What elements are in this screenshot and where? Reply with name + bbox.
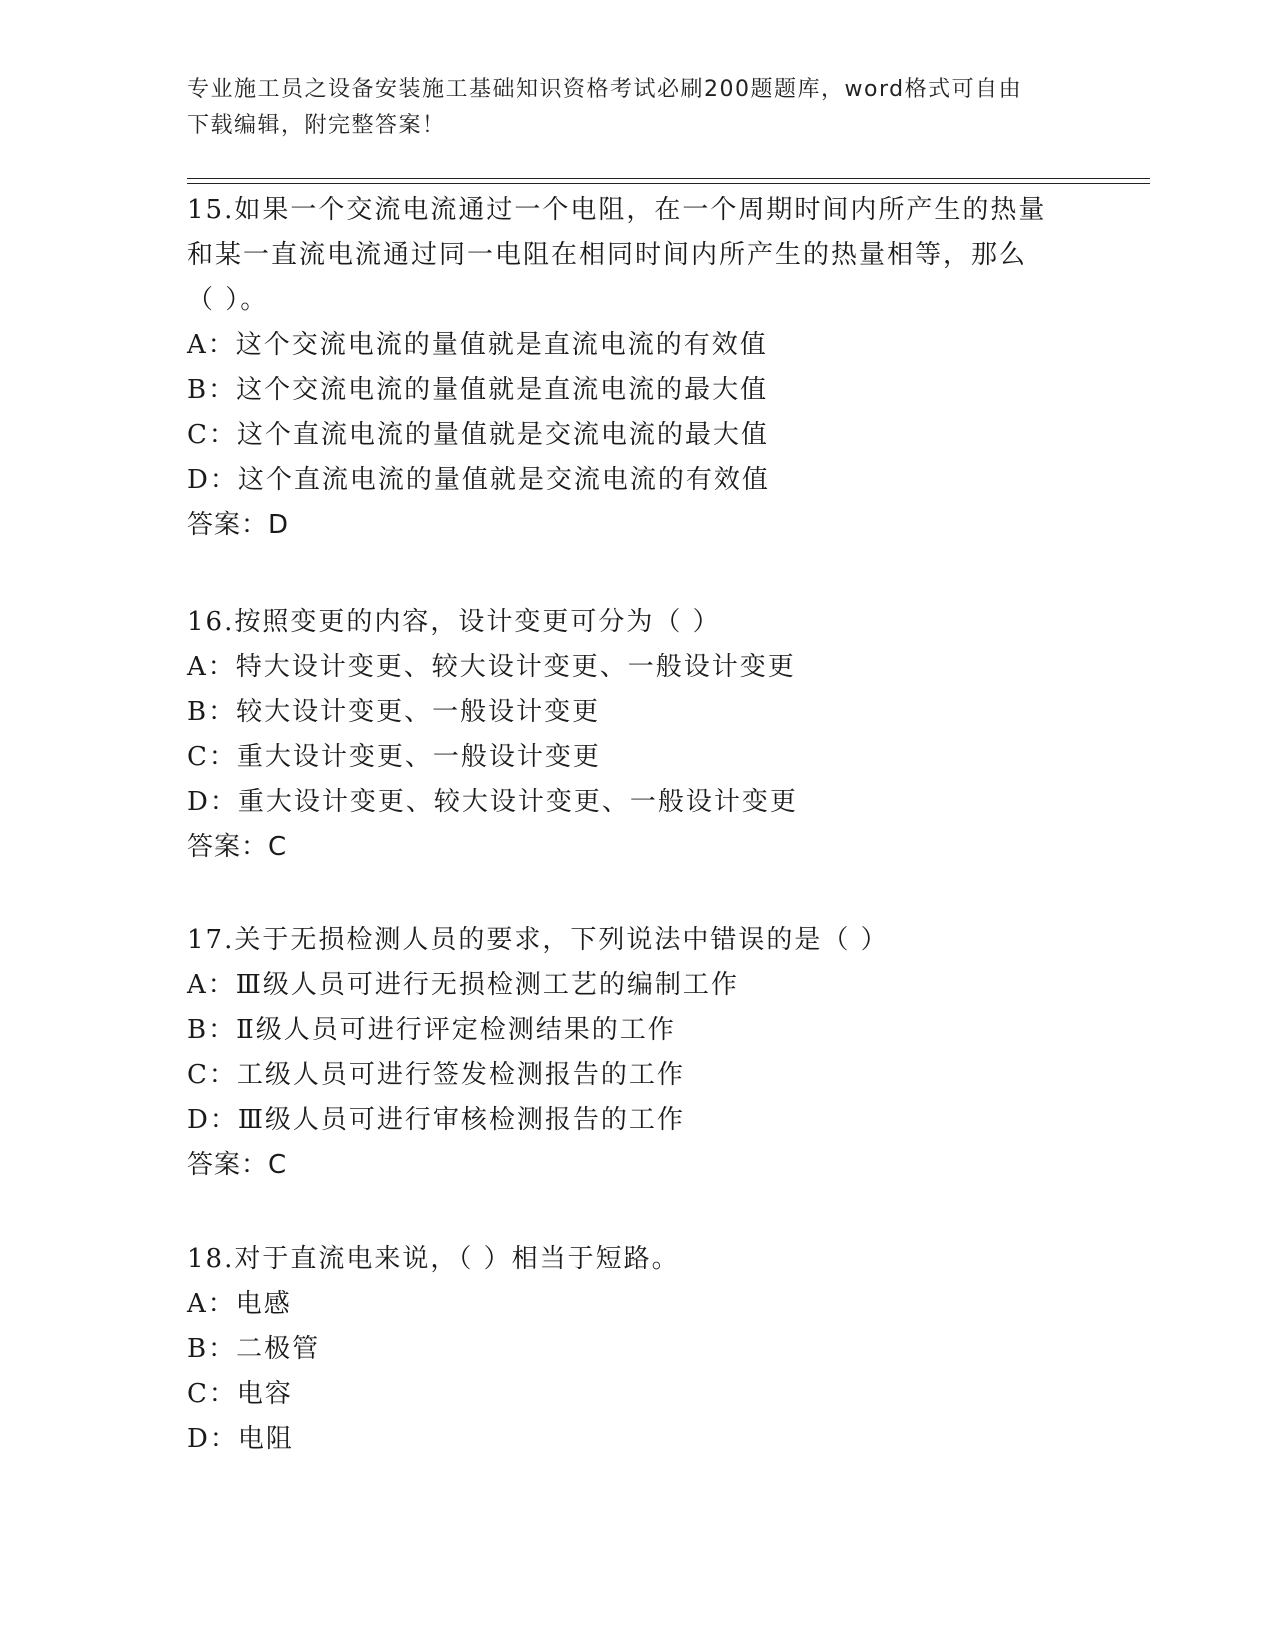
option-a: A：特大设计变更、较大设计变更、一般设计变更 <box>187 652 796 682</box>
option-b: B：这个交流电流的量值就是直流电流的最大值 <box>187 375 769 405</box>
header-rule-top <box>187 178 1150 179</box>
option-c: C：这个直流电流的量值就是交流电流的最大值 <box>187 420 769 450</box>
question-stem: 17.关于无损检测人员的要求，下列说法中错误的是（ ） <box>187 925 889 955</box>
option-d: D：Ⅲ级人员可进行审核检测报告的工作 <box>187 1105 685 1135</box>
option-b: B：二极管 <box>187 1334 321 1364</box>
answer: 答案：D <box>187 510 290 540</box>
option-c: C：工级人员可进行签发检测报告的工作 <box>187 1060 685 1090</box>
question-stem: 16.按照变更的内容，设计变更可分为（ ） <box>187 607 721 637</box>
option-d: D：重大设计变更、较大设计变更、一般设计变更 <box>187 787 798 817</box>
question-16 <box>187 600 1087 870</box>
question-18 <box>187 1237 1087 1462</box>
option-b: B：较大设计变更、一般设计变更 <box>187 697 601 727</box>
answer: 答案：C <box>187 832 288 862</box>
question-stem: 和某一直流电流通过同一电阻在相同时间内所产生的热量相等，那么 <box>187 240 1028 270</box>
question-stem: 18.对于直流电来说，（ ）相当于短路。 <box>187 1244 680 1274</box>
option-a: A：这个交流电流的量值就是直流电流的有效值 <box>187 330 768 360</box>
option-c: C：重大设计变更、一般设计变更 <box>187 742 601 772</box>
question-stem: 15.如果一个交流电流通过一个电阻，在一个周期时间内所产生的热量 <box>187 195 1047 225</box>
option-a: A：电感 <box>187 1289 292 1319</box>
option-d: D：这个直流电流的量值就是交流电流的有效值 <box>187 465 770 495</box>
header-rule-bottom <box>187 183 1150 184</box>
option-d: D：电阻 <box>187 1424 294 1454</box>
document-header <box>187 72 1087 144</box>
header-line-1: 专业施工员之设备安装施工基础知识资格考试必刷200题题库，word格式可自由 <box>187 77 1023 102</box>
question-stem: （ ）。 <box>187 285 269 315</box>
option-a: A：Ⅲ级人员可进行无损检测工艺的编制工作 <box>187 970 739 1000</box>
header-line-2: 下载编辑，附完整答案！ <box>187 113 446 138</box>
question-17 <box>187 918 1087 1188</box>
option-c: C：电容 <box>187 1379 293 1409</box>
option-b: B：Ⅱ级人员可进行评定检测结果的工作 <box>187 1015 676 1045</box>
answer: 答案：C <box>187 1150 288 1180</box>
question-15 <box>187 188 1087 548</box>
